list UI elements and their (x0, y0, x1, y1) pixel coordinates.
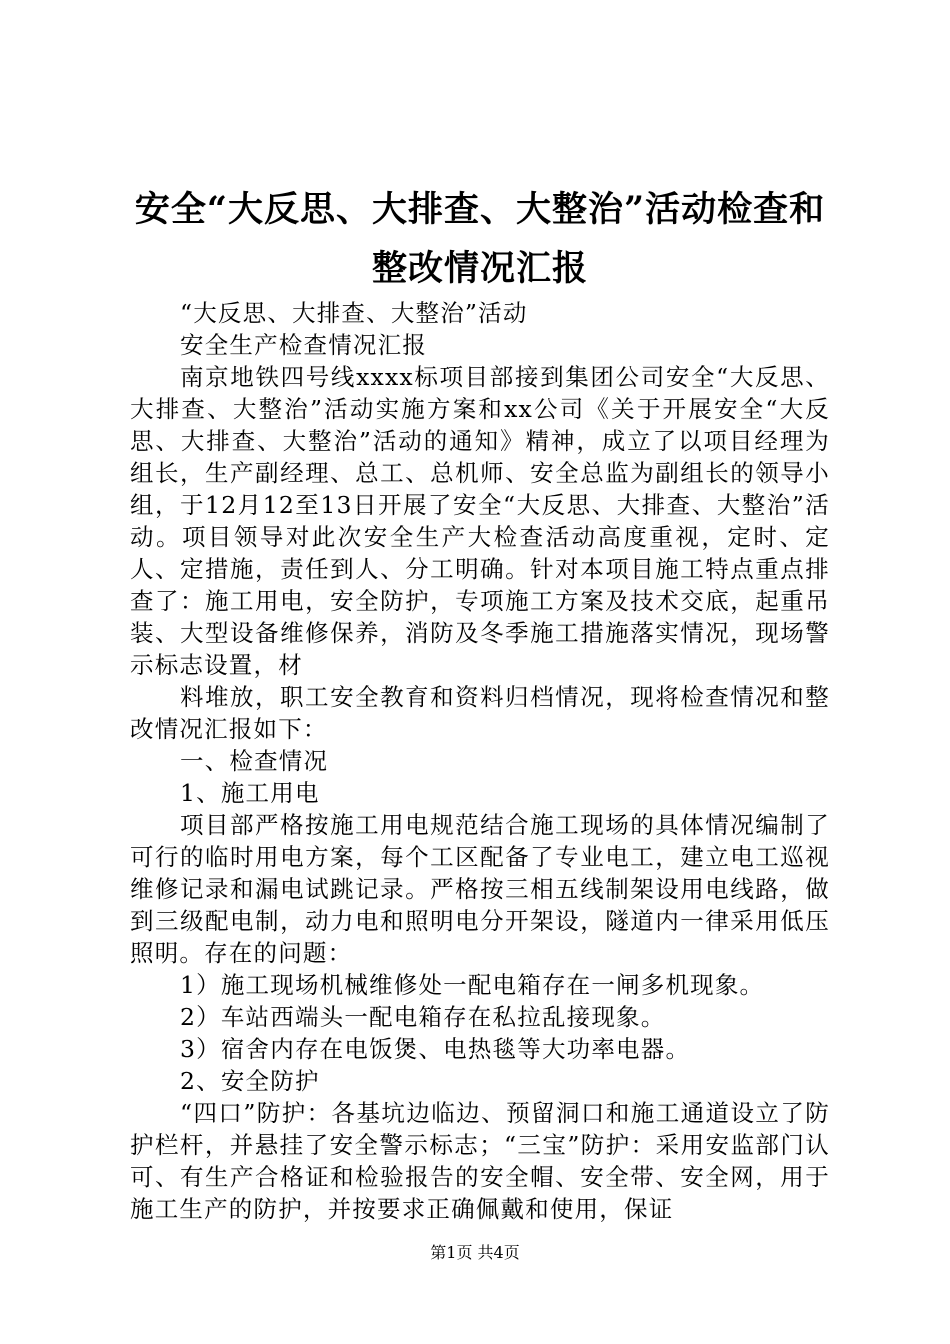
list-item-problem-3: 3）宿舍内存在电饭煲、电热毯等大功率电器。 (180, 1035, 691, 1063)
paragraph-introduction-continued: 料堆放，职工安全教育和资料归档情况，现将检查情况和整改情况汇报如下： (130, 683, 830, 743)
paragraph-protection: “四口”防护：各基坑边临边、预留洞口和施工通道设立了防护栏杆，并悬挂了安全警示标志；“三宝”防护：采用安监部门认可、有生产合格证和检验报告的安全帽、安全带、安全网，用于施工生产的防护，并按要求正确佩戴和使用，保证 (130, 1099, 830, 1223)
paragraph-introduction: 南京地铁四号线xxxx标项目部接到集团公司安全“大反思、大排查、大整治”活动实施方案和xx公司《关于开展安全“大反思、大排查、大整治”活动的通知》精神，成立了以项目经理为组长，生产副经理、总工、总机师、安全总监为副组长的领导小组，于12月12至13日开展了安全“大反思、大排查、大整治”活动。项目领导对此次安全生产大检查活动高度重视，定时、定人、定措施，责任到人、分工明确。针对本项目施工特点重点排查了：施工用电，安全防护，专项施工方案及技术交底，起重吊装、大型设备维修保养，消防及冬季施工措施落实情况，现场警示标志设置，材 (130, 363, 830, 679)
subsection-heading-electricity: 1、施工用电 (180, 779, 320, 807)
page-footer: 第1页 共4页 (430, 1243, 520, 1262)
document-title-line-2: 整改情况汇报 (371, 248, 588, 289)
paragraph-electricity: 项目部严格按施工用电规范结合施工现场的具体情况编制了可行的临时用电方案，每个工区配备了专业电工，建立电工巡视维修记录和漏电试跳记录。严格按三相五线制架设用电线路，做到三级配电制，动力电和照明电分开架设，隧道内一律采用低压照明。存在的问题： (130, 811, 830, 967)
list-item-problem-1: 1）施工现场机械维修处一配电箱存在一闸多机现象。 (180, 971, 765, 999)
section-heading-inspection: 一、检查情况 (180, 747, 329, 775)
list-item-problem-2: 2）车站西端头一配电箱存在私拉乱接现象。 (180, 1003, 666, 1031)
document-body (130, 297, 830, 1225)
subsection-heading-protection: 2、安全防护 (180, 1067, 320, 1095)
paragraph-report-subtitle: 安全生产检查情况汇报 (180, 331, 427, 359)
document-title-line-1: 安全“大反思、大排查、大整治”活动检查和 (134, 189, 826, 230)
paragraph-activity-name: “大反思、大排查、大整治”活动 (180, 299, 528, 327)
